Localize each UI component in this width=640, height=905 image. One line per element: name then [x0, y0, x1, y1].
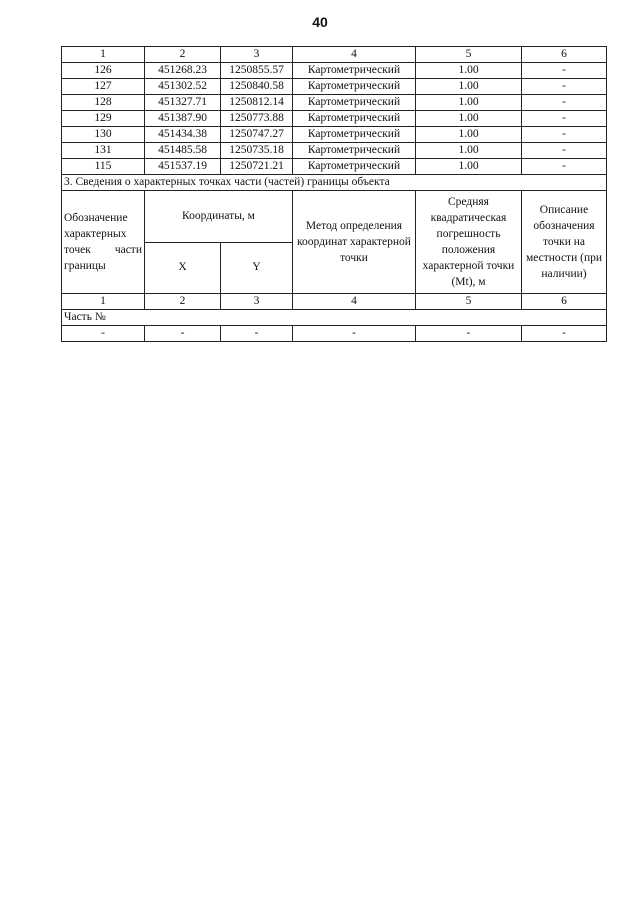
table-cell-col1: 130	[62, 127, 145, 143]
table-cell-col6: -	[522, 63, 607, 79]
header-cell-2: 2	[145, 47, 221, 63]
coords-group-header: Координаты, м	[145, 191, 293, 243]
table-cell-col6: -	[522, 143, 607, 159]
table-cell-col6: -	[522, 95, 607, 111]
table-cell-col5: 1.00	[416, 111, 522, 127]
table-row	[62, 159, 607, 175]
section3-num-5: 5	[416, 294, 522, 310]
col1-header: Обозначение характерных точек части границы	[62, 191, 145, 294]
empty-cell: -	[293, 326, 416, 342]
col5-header: Средняя квадратическая погрешность положения характерной точки (Mt), м	[416, 191, 522, 294]
table-row	[62, 111, 607, 127]
table-cell-col3: 1250721.21	[221, 159, 293, 175]
table-cell-col2: 451387.90	[145, 111, 221, 127]
empty-cell: -	[416, 326, 522, 342]
top-table-header-row	[62, 47, 607, 63]
section3-num-6: 6	[522, 294, 607, 310]
table-cell-col3: 1250840.58	[221, 79, 293, 95]
table-cell-col3: 1250812.14	[221, 95, 293, 111]
table-row	[62, 63, 607, 79]
part-row	[62, 310, 607, 326]
header-cell-1: 1	[62, 47, 145, 63]
section3-title: 3. Сведения о характерных точках части (частей) границы объекта	[62, 175, 607, 191]
table-cell-col4: Картометрический	[293, 159, 416, 175]
table-cell-col1: 127	[62, 79, 145, 95]
table-cell-col5: 1.00	[416, 143, 522, 159]
table-cell-col5: 1.00	[416, 159, 522, 175]
part-label: Часть №	[62, 310, 607, 326]
table-row	[62, 127, 607, 143]
table-cell-col2: 451268.23	[145, 63, 221, 79]
table-cell-col1: 129	[62, 111, 145, 127]
header-cell-3: 3	[221, 47, 293, 63]
table-cell-col2: 451434.38	[145, 127, 221, 143]
table-cell-col4: Картометрический	[293, 63, 416, 79]
col6-header: Описание обозначения точки на местности (при наличии)	[522, 191, 607, 294]
col-x-header: X	[145, 242, 221, 294]
table-cell-col3: 1250773.88	[221, 111, 293, 127]
table-cell-col6: -	[522, 159, 607, 175]
table-cell-col1: 131	[62, 143, 145, 159]
table-cell-col4: Картометрический	[293, 143, 416, 159]
table-cell-col6: -	[522, 127, 607, 143]
header-cell-5: 5	[416, 47, 522, 63]
table-cell-col4: Картометрический	[293, 95, 416, 111]
empty-cell: -	[221, 326, 293, 342]
section3-body	[62, 175, 607, 342]
section3-number-row	[62, 294, 607, 310]
section3-num-4: 4	[293, 294, 416, 310]
table-cell-col1: 128	[62, 95, 145, 111]
boundary-points-table	[61, 46, 607, 342]
header-cell-6: 6	[522, 47, 607, 63]
table-cell-col1: 126	[62, 63, 145, 79]
section3-title-row	[62, 175, 607, 191]
table-row	[62, 79, 607, 95]
table-cell-col5: 1.00	[416, 79, 522, 95]
table-cell-col1: 115	[62, 159, 145, 175]
table-cell-col6: -	[522, 79, 607, 95]
table-cell-col5: 1.00	[416, 95, 522, 111]
table-cell-col5: 1.00	[416, 127, 522, 143]
table-cell-col3: 1250735.18	[221, 143, 293, 159]
table-cell-col3: 1250747.27	[221, 127, 293, 143]
empty-cell: -	[62, 326, 145, 342]
section3-num-2: 2	[145, 294, 221, 310]
col4-header: Метод определения координат характерной точки	[293, 191, 416, 294]
section3-num-3: 3	[221, 294, 293, 310]
page-number: 40	[312, 14, 328, 30]
table-cell-col4: Картометрический	[293, 79, 416, 95]
table-cell-col4: Картометрический	[293, 111, 416, 127]
table-row	[62, 143, 607, 159]
empty-cell: -	[522, 326, 607, 342]
table-cell-col5: 1.00	[416, 63, 522, 79]
top-table-body	[62, 47, 607, 175]
empty-cell: -	[145, 326, 221, 342]
table-cell-col6: -	[522, 111, 607, 127]
col-y-header: Y	[221, 242, 293, 294]
section3-num-1: 1	[62, 294, 145, 310]
table-cell-col2: 451537.19	[145, 159, 221, 175]
table-cell-col2: 451327.71	[145, 95, 221, 111]
header-cell-4: 4	[293, 47, 416, 63]
table-row	[62, 95, 607, 111]
empty-row	[62, 326, 607, 342]
table-cell-col3: 1250855.57	[221, 63, 293, 79]
section3-header-row	[62, 191, 607, 243]
table-cell-col2: 451302.52	[145, 79, 221, 95]
table-cell-col2: 451485.58	[145, 143, 221, 159]
table-cell-col4: Картометрический	[293, 127, 416, 143]
